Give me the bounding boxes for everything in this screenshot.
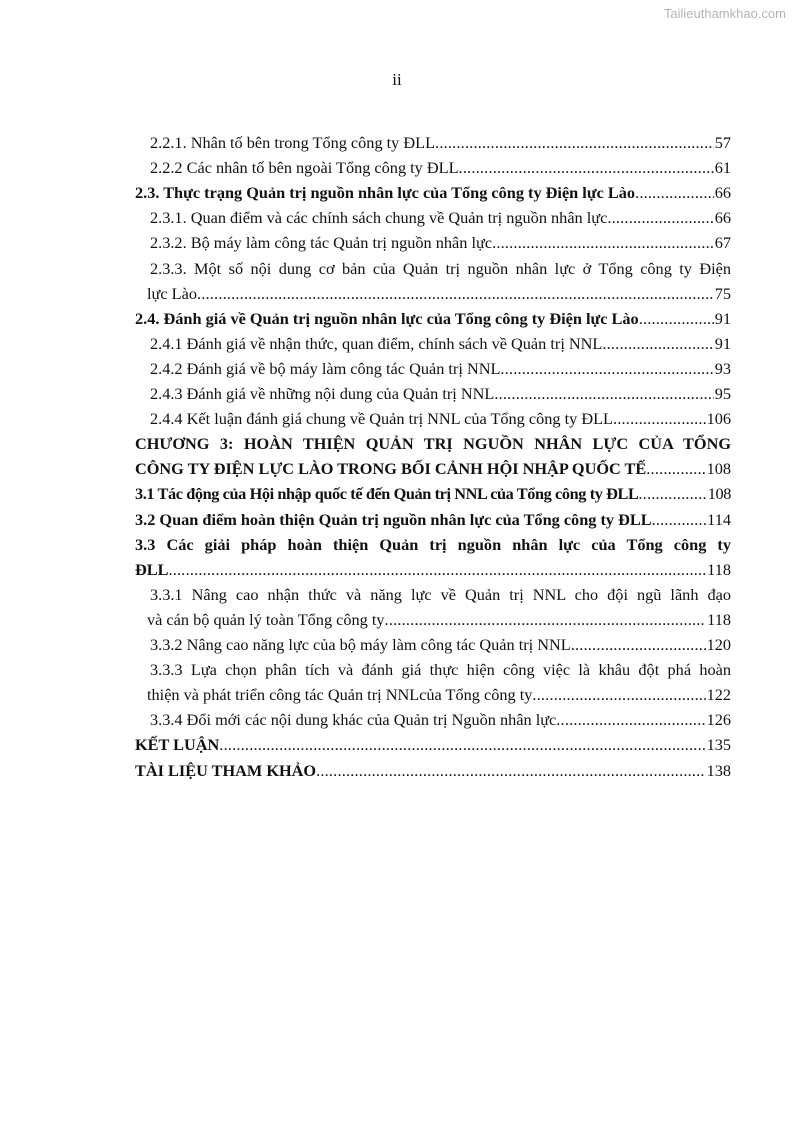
dot-leader [607, 206, 713, 230]
toc-entry-title: CÔNG TY ĐIỆN LỰC LÀO TRONG BỐI CẢNH HỘI NHẬP QUỐC TẾ [135, 459, 647, 479]
toc-entry[interactable] [135, 733, 731, 757]
toc-page-number: 95 [714, 384, 731, 403]
dot-leader [459, 156, 714, 180]
toc-entry-title: 2.4.2 Đánh giá về bộ máy làm công tác Quản trị NNL [150, 358, 501, 378]
toc-entry-title: 2.3. Thực trạng Quản trị nguồn nhân lực của Tổng công ty Điện lực Lào [135, 183, 636, 203]
toc-page-number: 66 [714, 183, 731, 203]
dot-leader [635, 181, 714, 205]
toc-entry-title: 3.3.4 Đổi mới các nội dung khác của Quản trị Nguồn nhân lực [150, 710, 557, 730]
toc-entry-title: và cán bộ quản lý toàn Tổng công ty [147, 609, 385, 629]
toc-page-number: 61 [714, 158, 731, 178]
toc-entry-title: 2.4.1 Đánh giá về nhận thức, quan điểm, chính sách về Quản trị NNL [150, 333, 603, 353]
toc-page-number: 126 [706, 710, 731, 730]
toc-page-number: 91 [714, 308, 731, 328]
toc-entry[interactable] [150, 231, 731, 255]
toc-entry-title: 3.3.1 Nâng cao nhận thức và năng lực về Quản trị NNL cho đội ngũ lãnh đạo [150, 584, 731, 604]
toc-page-number: 122 [706, 685, 731, 705]
toc-page-number: 120 [706, 635, 731, 654]
toc-page-number: 75 [714, 283, 731, 303]
dot-leader [532, 683, 705, 707]
toc-entry-title: 2.3.3. Một số nội dung cơ bản của Quản trị nguồn nhân lực ở Tổng công ty Điện [150, 258, 731, 278]
dot-leader [638, 482, 706, 506]
toc-entry[interactable] [135, 482, 731, 506]
dot-leader [652, 508, 707, 532]
toc-entry[interactable] [135, 307, 731, 331]
toc-page-number: 67 [714, 233, 731, 253]
toc-entry[interactable] [147, 282, 731, 306]
toc-entry-title: 3.3.3 Lựa chọn phân tích và đánh giá thực hiện công việc là khâu đột phá hoàn [150, 660, 731, 680]
toc-entry-title: KẾT LUẬN [135, 735, 220, 755]
toc-entry-line1[interactable] [150, 583, 731, 607]
toc-entry-title: TÀI LIỆU THAM KHẢO [135, 760, 317, 780]
dot-leader [219, 733, 705, 757]
toc-entry-title: 3.1 Tác động của Hội nhập quốc tế đến Quản trị NNL của Tổng công ty ĐLL [135, 484, 639, 504]
toc-page-number: 114 [707, 509, 731, 529]
toc-entry[interactable] [147, 608, 731, 632]
page-number: ii [392, 70, 402, 89]
dot-leader [646, 457, 705, 481]
dot-leader [556, 708, 705, 732]
toc-entry[interactable] [135, 759, 731, 783]
dot-leader [602, 332, 713, 356]
dot-leader [494, 382, 713, 406]
toc-entry[interactable] [150, 633, 731, 657]
toc-entry-title: 2.3.2. Bộ máy làm công tác Quản trị nguồn nhân lực [150, 233, 493, 253]
toc-entry[interactable] [135, 457, 731, 481]
toc-entry-title: 3.3.2 Nâng cao năng lực của bộ máy làm công tác Quản trị NNL [150, 635, 571, 654]
toc-entry[interactable] [150, 708, 731, 732]
toc-entry[interactable] [147, 683, 731, 707]
toc-page-number: 66 [714, 208, 731, 228]
dot-leader [639, 307, 714, 331]
toc-page-number: 91 [714, 333, 731, 353]
toc-entry-title: 2.2.1. Nhân tố bên trong Tổng công ty ĐLL [150, 133, 436, 152]
toc-entry-line1[interactable] [150, 658, 731, 682]
toc-entry[interactable] [135, 181, 731, 205]
watermark: Tailieuthamkhao.com [663, 6, 786, 21]
toc-page-number: 135 [706, 735, 731, 755]
toc-entry[interactable] [150, 156, 731, 180]
toc-page-number: 138 [706, 760, 731, 780]
toc-page-number: 106 [706, 409, 731, 429]
toc-entry-title: thiện và phát triển công tác Quản trị NNLcủa Tổng công ty [147, 685, 533, 705]
toc-entry-title: 2.4.4 Kết luận đánh giá chung về Quản trị NNL của Tổng công ty ĐLL [150, 409, 613, 429]
toc-entry-title: 3.2 Quan điểm hoàn thiện Quản trị nguồn nhân lực của Tổng công ty ĐLL [135, 509, 652, 529]
toc-entry[interactable] [135, 558, 731, 582]
toc-entry-title: ĐLL [135, 559, 169, 579]
toc-entry[interactable] [150, 332, 731, 356]
dot-leader [500, 357, 713, 381]
dot-leader [316, 759, 705, 783]
toc-entry-title: CHƯƠNG 3: HOÀN THIỆN QUẢN TRỊ NGUỒN NHÂN LỰC CỦA TỔNG [135, 434, 731, 454]
toc-page-number: 108 [706, 459, 731, 479]
toc-entry[interactable] [135, 508, 731, 532]
dot-leader [492, 231, 714, 255]
dot-leader [168, 558, 706, 582]
dot-leader [385, 608, 707, 632]
toc-entry[interactable] [150, 131, 731, 155]
toc-page-number: 108 [707, 484, 731, 504]
toc-entry-title: 3.3 Các giải pháp hoàn thiện Quản trị nguồn nhân lực của Tổng công ty [135, 534, 731, 554]
toc-entry-line1[interactable] [135, 432, 731, 456]
toc-entry[interactable] [150, 206, 731, 230]
toc-page-number: 93 [714, 358, 731, 378]
toc-page-number: 57 [714, 133, 731, 152]
toc-entry-title: 2.4.3 Đánh giá về những nội dung của Quản trị NNL [150, 384, 495, 403]
dot-leader [613, 407, 706, 431]
toc-page-number: 118 [707, 609, 731, 629]
dot-leader [197, 282, 714, 306]
toc-entry-title: 2.3.1. Quan điểm và các chính sách chung về Quản trị nguồn nhân lực [150, 208, 608, 228]
toc-entry-title: 2.2.2 Các nhân tố bên ngoài Tổng công ty ĐLL [150, 158, 459, 178]
dot-leader [571, 633, 706, 657]
toc-entry[interactable] [150, 382, 731, 406]
toc-page-number: 118 [707, 559, 731, 579]
toc-entry[interactable] [150, 407, 731, 431]
toc-entry-line1[interactable] [150, 257, 731, 281]
toc-entry[interactable] [150, 357, 731, 381]
toc-entry-line1[interactable] [135, 533, 731, 557]
toc-entry-title: lực Lào [147, 283, 197, 303]
dot-leader [435, 131, 714, 155]
toc-entry-title: 2.4. Đánh giá về Quản trị nguồn nhân lực của Tổng công ty Điện lực Lào [135, 308, 639, 328]
